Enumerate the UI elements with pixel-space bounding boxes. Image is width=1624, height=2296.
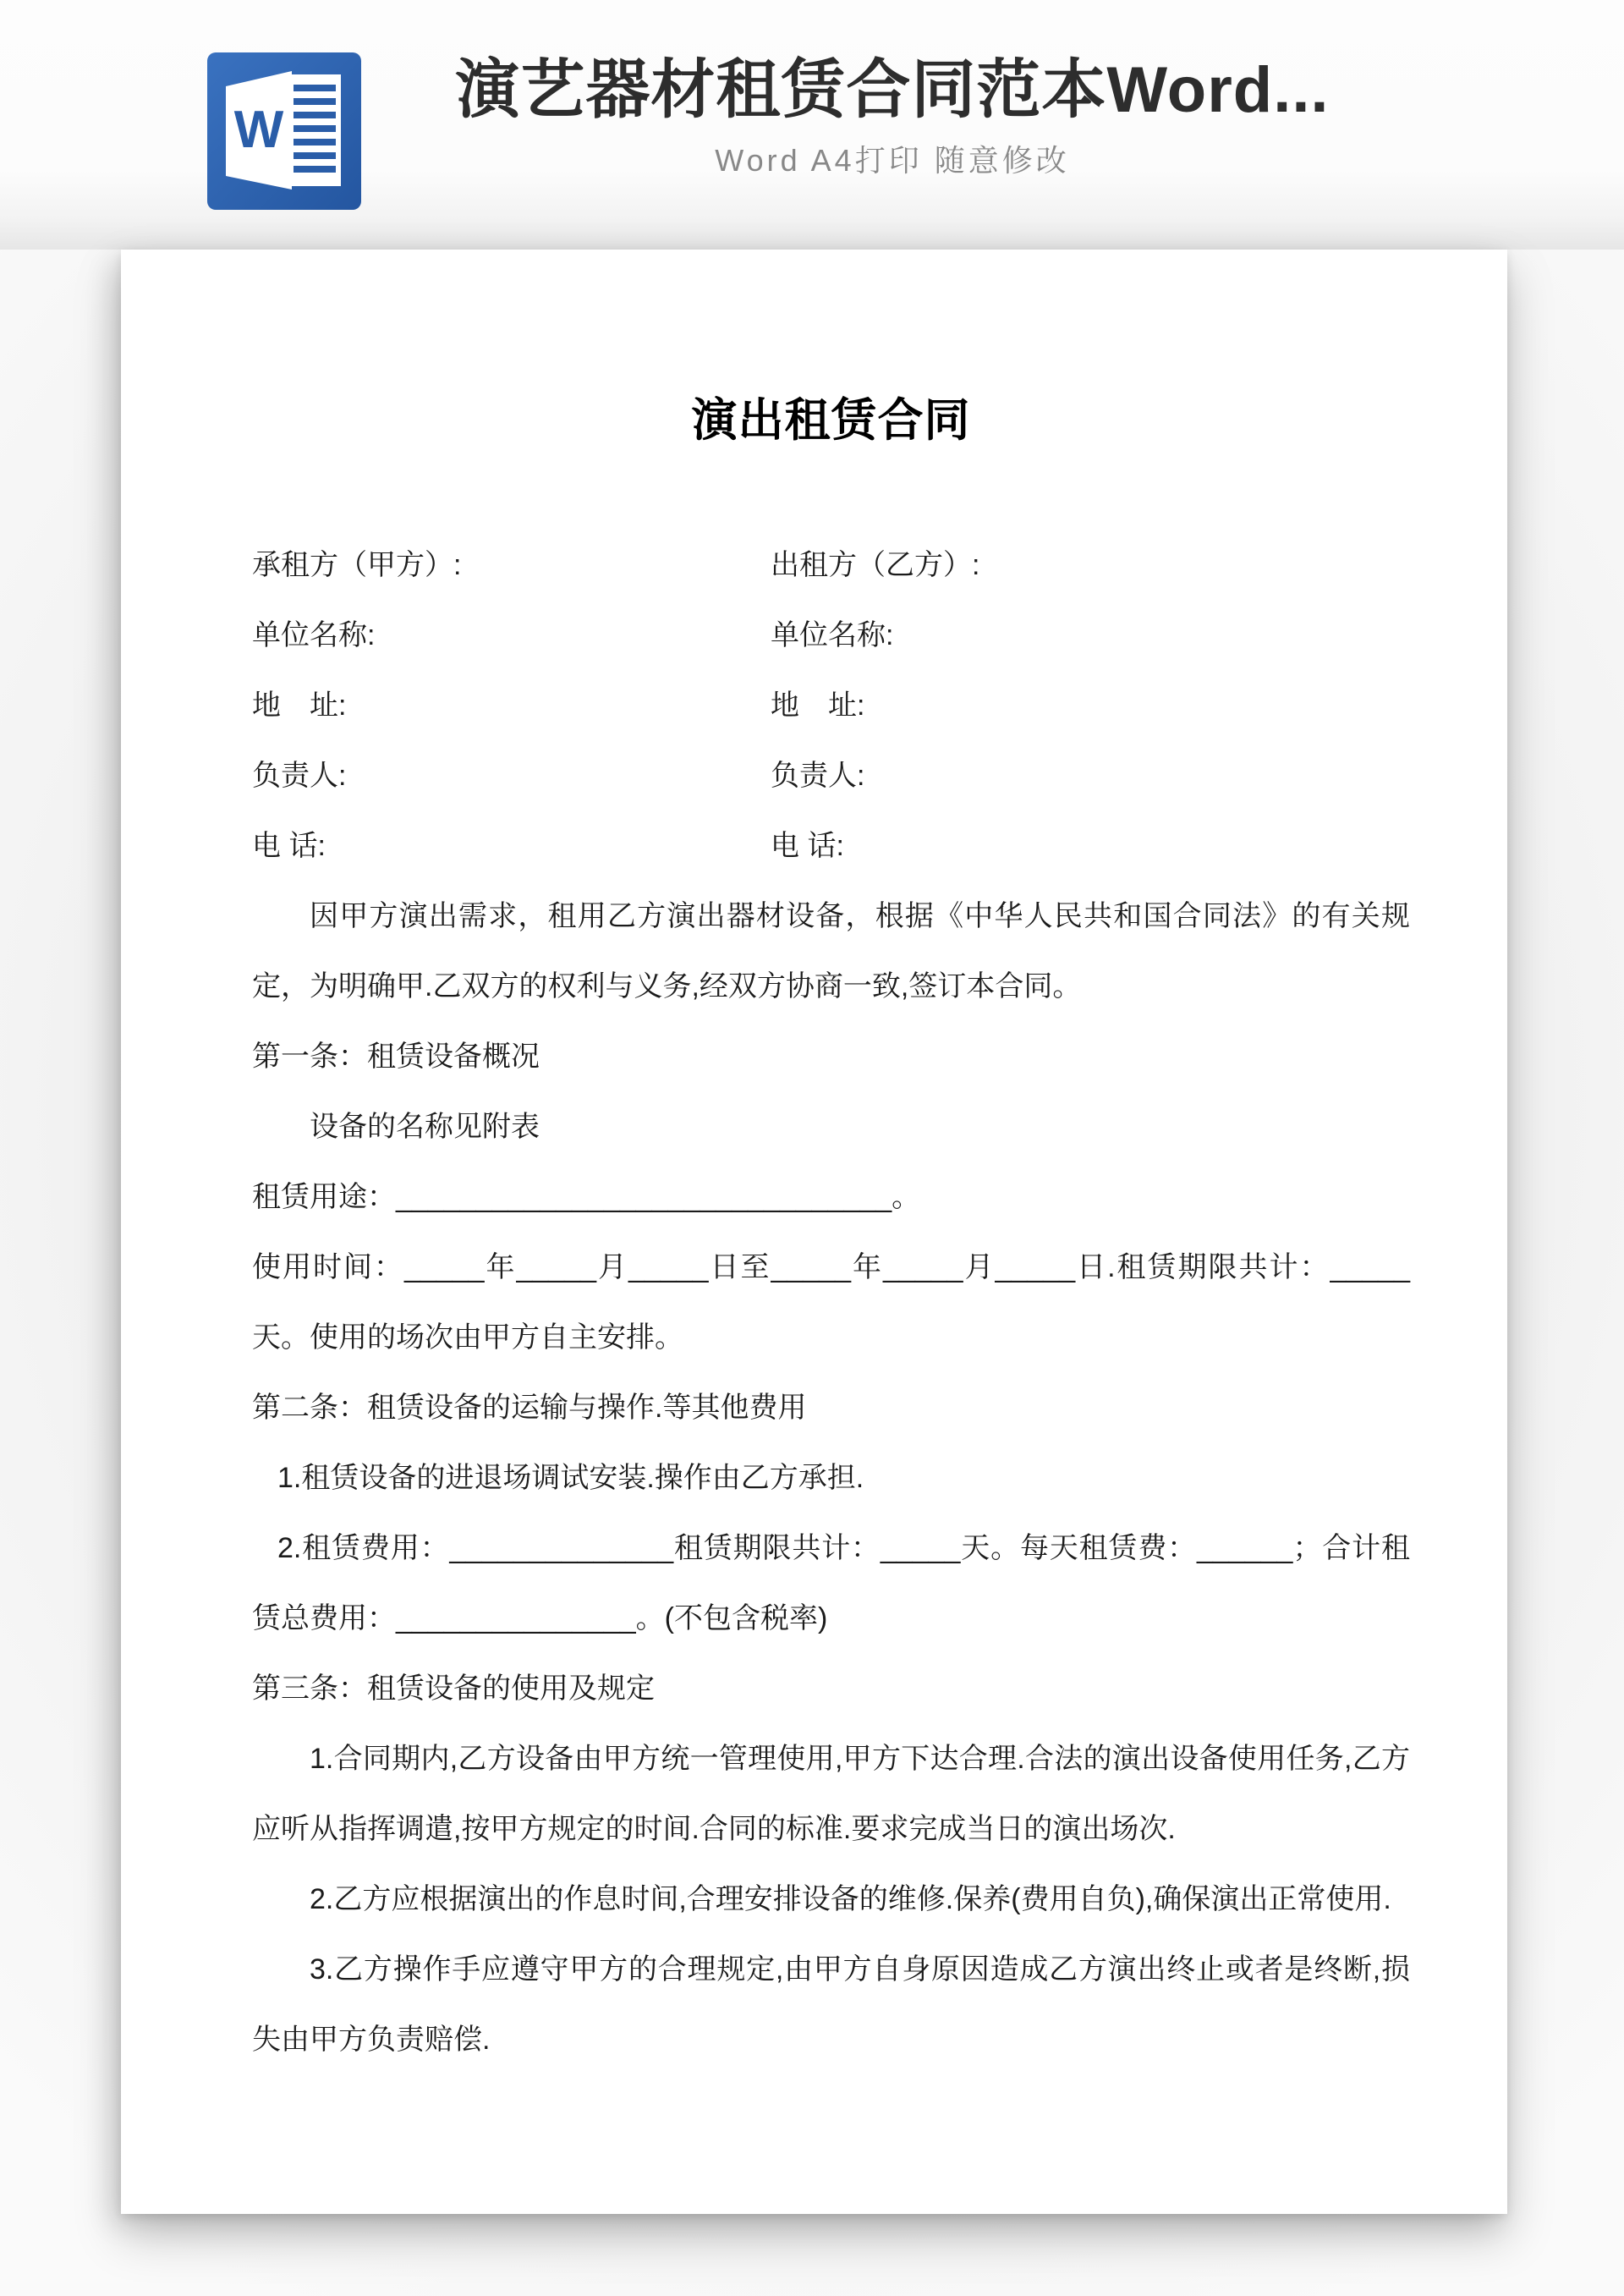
doc-paragraph-article3-item3: 3.乙方操作手应遵守甲方的合理规定,由甲方自身原因造成乙方演出终止或者是终断,损失由甲方负责赔偿. — [252, 1953, 1410, 2056]
party-label-lessor: 出租方（乙方）: — [771, 549, 980, 581]
party-unit-left: 单位名称: — [252, 619, 376, 651]
doc-title: 演出租赁合同 — [691, 395, 971, 446]
party-phone-left: 电 话: — [252, 830, 326, 862]
doc-heading-article-2: 第二条：租赁设备的运输与操作.等其他费用 — [252, 1392, 807, 1424]
template-title: 演艺器材租赁合同范本Word... — [455, 54, 1330, 126]
top-banner — [0, 0, 1624, 250]
party-row — [252, 601, 1410, 671]
party-address-right: 地 址: — [771, 689, 865, 722]
party-label-lessee: 承租方（甲方）: — [252, 549, 462, 581]
doc-paragraph-article2-item1: 1.租赁设备的进退场调试安装.操作由乙方承担. — [277, 1462, 864, 1494]
party-address-left: 地 址: — [252, 689, 347, 722]
party-manager-right: 负责人: — [771, 760, 865, 792]
banner-text — [364, 0, 1421, 250]
party-row — [252, 530, 1410, 601]
doc-paragraph-rental-purpose: 租赁用途：_______________________________。 — [252, 1181, 921, 1213]
doc-paragraph-equipment-note: 设备的名称见附表 — [310, 1111, 540, 1143]
word-icon-letter: W — [233, 101, 284, 159]
document-page — [121, 250, 1507, 2214]
party-manager-left: 负责人: — [252, 760, 347, 792]
doc-heading-article-3: 第三条：租赁设备的使用及规定 — [252, 1673, 655, 1705]
doc-paragraph-article3-item1: 1.合同期内,乙方设备由甲方统一管理使用,甲方下达合理.合法的演出设备使用任务,乙方应听从指挥调遣,按甲方规定的时间.合同的标准.要求完成当日的演出场次. — [252, 1743, 1410, 1845]
word-icon — [207, 52, 361, 210]
party-phone-right: 电 话: — [771, 830, 844, 862]
doc-paragraph-article3-item2: 2.乙方应根据演出的作息时间,合理安排设备的维修.保养(费用自负),确保演出正常使用. — [310, 1883, 1391, 1915]
doc-paragraph-intro: 因甲方演出需求，租用乙方演出器材设备，根据《中华人民共和国合同法》的有关规定，为明确甲.乙双方的权利与义务,经双方协商一致,签订本合同。 — [252, 900, 1410, 1002]
party-unit-right: 单位名称: — [771, 619, 894, 651]
party-row — [252, 811, 1410, 882]
party-row — [252, 741, 1410, 811]
doc-paragraph-article2-item2: 2.租赁费用：______________租赁期限共计：_____天。每天租赁费：______；合计租赁总费用：_______________。(不包含税率) — [252, 1532, 1410, 1634]
party-row — [252, 671, 1410, 741]
template-subtitle: Word A4打印 随意修改 — [715, 143, 1070, 178]
doc-heading-article-1: 第一条：租赁设备概况 — [252, 1041, 540, 1073]
doc-paragraph-usage-time: 使用时间：_____年_____月_____日至_____年_____月_____日.租赁期限共计：_____天。使用的场次由甲方自主安排。 — [252, 1251, 1410, 1354]
